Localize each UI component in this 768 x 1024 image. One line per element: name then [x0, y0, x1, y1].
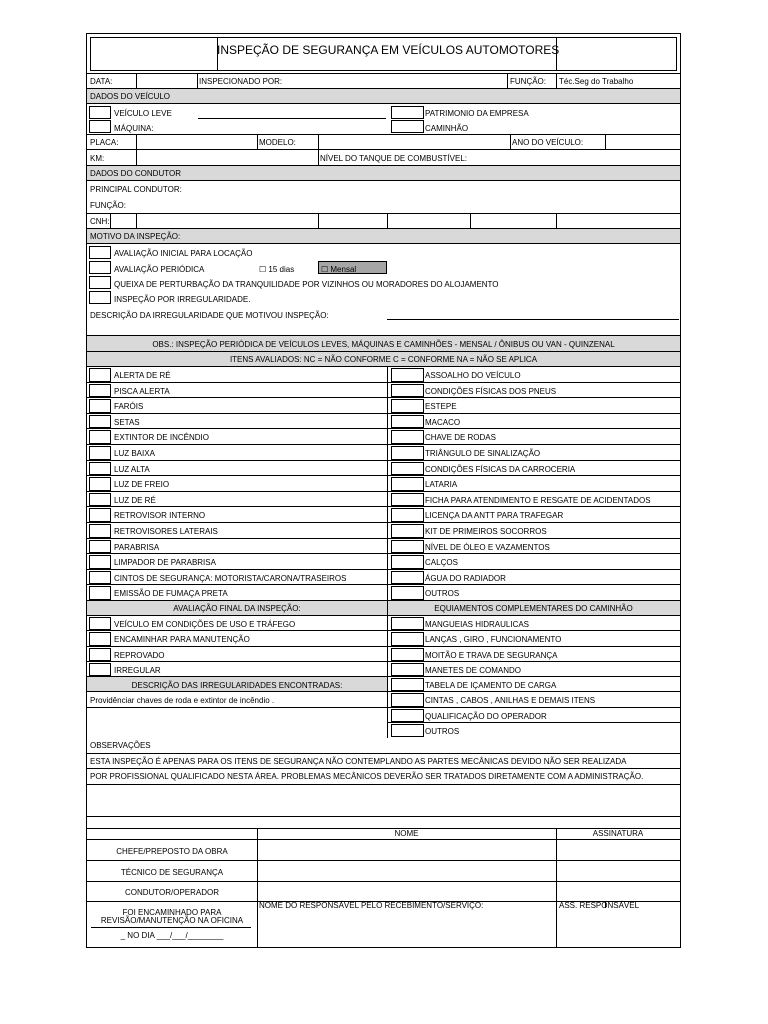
- periodica-checkbox[interactable]: [89, 261, 111, 274]
- item-row: [87, 570, 680, 586]
- avaliacao-item-row: [87, 616, 387, 631]
- equipamento-item-label: MANETES DE COMANDO: [425, 665, 522, 675]
- tecnico-row: [87, 861, 680, 882]
- observacoes-line-2: POR PROFISSIONAL QUALIFICADO NESTA ÁREA. PROBLEMAS MECÂNICOS DEVERÃO SER TRATADOS DIRETAMENTE COM A ADMINISTRAÇÃO.: [90, 772, 644, 781]
- desc-irregularidades-row[interactable]: [87, 692, 387, 707]
- foi-encaminhado-line-2: REVISÃO/MANUTENÇÃO NA OFICINA: [100, 916, 244, 925]
- item-left-label: FARÓIS: [114, 402, 144, 412]
- equipamento-item-row: [387, 708, 680, 723]
- item-right-label: FICHA PARA ATENDIMENTO E RESGATE DE ACIDENTADOS: [425, 495, 651, 505]
- item-right-checkbox[interactable]: [391, 446, 424, 460]
- item-left-checkbox[interactable]: [89, 430, 111, 444]
- placa-row: [87, 135, 680, 150]
- equipamentos-section-title: EQUIAMENTOS COMPLEMENTARES DO CAMINHÃO: [434, 604, 633, 613]
- item-left-label: LUZ DE FREIO: [114, 480, 170, 490]
- itens-banner: [87, 352, 680, 367]
- km-row: [87, 150, 680, 166]
- motivo-options: [87, 244, 680, 336]
- item-right-label: KIT DE PRIMEIROS SOCORROS: [425, 527, 547, 536]
- queixa-checkbox[interactable]: [89, 276, 111, 289]
- equipamento-item-label: QUALIFICAÇÃO DO OPERADOR: [425, 711, 547, 721]
- option-mensal-box[interactable]: [318, 261, 387, 274]
- nome-column-header: NOME: [394, 829, 419, 838]
- irregularidade-checkbox[interactable]: [89, 291, 111, 304]
- desc-irregularidades-header: [87, 677, 387, 692]
- chefe-row: [87, 840, 680, 861]
- irregularidade-label: INSPEÇÃO POR IRREGULARIDADE.: [114, 295, 251, 304]
- periodica-label: AVALIAÇÃO PERIÓDICA: [114, 265, 205, 274]
- descricao-label: DESCRIÇÃO DA IRREGULARIDADE QUE MOTIVOU INSPEÇÃO:: [90, 311, 329, 320]
- item-right-label: CALÇOS: [425, 558, 458, 568]
- foi-encaminhado-date[interactable]: _ NO DIA ___/___/________: [120, 931, 224, 940]
- item-left-checkbox[interactable]: [89, 462, 111, 476]
- equipamento-item-row: [387, 692, 680, 707]
- item-right-checkbox[interactable]: [391, 508, 424, 522]
- item-left-label: CINTOS DE SEGURANÇA: MOTORISTA/CARONA/TRASEIROS: [114, 573, 347, 583]
- desc-irregularidades-title: DESCRIÇÃO DAS IRREGULARIDADES ENCONTRADAS:: [131, 681, 343, 690]
- observacoes-label: OBSERVAÇÕES: [90, 741, 151, 750]
- equipamento-item-row: [387, 616, 680, 631]
- avaliacao-item-row: [87, 662, 387, 677]
- inspecionado-label: INSPECIONADO POR:: [199, 77, 283, 86]
- equipamento-item-label: MOITÃO E TRAVA DE SEGURANÇA: [425, 650, 558, 660]
- item-left-checkbox[interactable]: [89, 571, 111, 585]
- item-left-label: LUZ DE RÉ: [114, 495, 156, 505]
- encaminhado-row: [87, 902, 680, 947]
- item-left-label: EMISSÃO DE FUMAÇA PRETA: [114, 589, 228, 599]
- equipamento-checkbox[interactable]: [391, 617, 424, 630]
- desc-irregularidades-value: Providênciar chaves de roda e extintor de incêndio .: [90, 696, 275, 706]
- placa-label: PLACA:: [90, 138, 119, 147]
- item-right-checkbox[interactable]: [391, 399, 424, 413]
- maquina-label: MÁQUINA:: [114, 124, 154, 133]
- caminhao-checkbox[interactable]: [391, 120, 424, 133]
- option-15-dias[interactable]: ☐ 15 dias: [259, 265, 295, 274]
- observacoes-line-1: ESTA INSPEÇÃO É APENAS PARA OS ITENS DE SEGURANÇA NÃO CONTEMPLANDO AS PARTES MECÂNICAS DEVIDO NÃO SER REALIZADA: [90, 757, 627, 766]
- funcao-value[interactable]: Téc.Seg do Trabalho: [559, 77, 634, 86]
- item-right-checkbox[interactable]: [391, 540, 424, 554]
- equipamento-item-row: [387, 647, 680, 662]
- item-left-checkbox[interactable]: [89, 555, 111, 569]
- queixa-label: QUEIXA DE PERTURBAÇÃO DA TRANQUILIDADE POR VIZINHOS OU MORADORES DO ALOJAMENTO: [114, 280, 499, 289]
- principal-condutor-label: PRINCIPAL CONDUTOR:: [90, 185, 182, 194]
- equipamento-item-row: [387, 662, 680, 677]
- item-right-checkbox[interactable]: [391, 555, 424, 569]
- obs-banner-text: OBS.: INSPEÇÃO PERIÓDICA DE VEÍCULOS LEVES, MÁQUINAS E CAMINHÕES - MENSAL / ÔNIBUS OU VAN - QUINZENAL: [152, 340, 615, 349]
- item-row: [87, 445, 680, 461]
- avaliacao-item-row: [87, 647, 387, 662]
- observacoes-row: [87, 738, 680, 785]
- equipamento-item-row: [387, 677, 680, 692]
- assinatura-header: [87, 829, 680, 840]
- obs-banner: [87, 336, 680, 352]
- avaliacao-checkbox[interactable]: [89, 617, 111, 630]
- avaliacao-checkbox[interactable]: [89, 648, 111, 661]
- item-left-label: PISCA ALERTA: [114, 386, 170, 396]
- option-mensal: ☐ Mensal: [321, 265, 357, 274]
- condutor-section-title: DADOS DO CONDUTOR: [90, 169, 181, 178]
- cnh-label: CNH:: [90, 217, 110, 226]
- item-left-checkbox[interactable]: [89, 415, 111, 429]
- equipamento-checkbox[interactable]: [391, 632, 424, 645]
- item-right-label: LICENÇA DA ANTT PARA TRAFEGAR: [425, 511, 564, 521]
- item-row: [87, 367, 680, 383]
- page-title: INSPEÇÃO DE SEGURANÇA EM VEÍCULOS AUTOMOTORES: [217, 43, 560, 57]
- observacoes-blank-1[interactable]: [87, 785, 680, 801]
- item-left-label: LIMPADOR DE PARABRISA: [114, 558, 216, 568]
- veiculo-type-row: [87, 104, 680, 135]
- assinatura-column-header: ASSINATURA: [592, 829, 644, 838]
- item-right-label: OUTROS: [425, 589, 460, 599]
- item-left-checkbox[interactable]: [89, 586, 111, 600]
- item-right-checkbox[interactable]: [391, 477, 424, 491]
- equipamento-checkbox[interactable]: [391, 693, 424, 706]
- cnh-row: [87, 213, 680, 229]
- item-right-checkbox[interactable]: [391, 524, 424, 538]
- item-left-checkbox[interactable]: [89, 508, 111, 522]
- item-left-checkbox[interactable]: [89, 493, 111, 507]
- avaliacao-item-label: ENCAMINHAR PARA MANUTENÇÃO: [114, 635, 250, 645]
- chefe-label: CHEFE/PREPOSTO DA OBRA: [116, 847, 228, 856]
- inicial-checkbox[interactable]: [89, 246, 111, 259]
- item-right-label: ESTEPE: [425, 402, 457, 412]
- item-right-checkbox[interactable]: [391, 586, 424, 600]
- equipamento-item-row: [387, 723, 680, 738]
- equipamento-item-row: [387, 631, 680, 646]
- item-row: [87, 492, 680, 508]
- item-left-label: PARABRISA: [114, 542, 160, 552]
- equipamento-item-label: TABELA DE IÇAMENTO DE CARGA: [425, 681, 557, 690]
- inicial-label: AVALIAÇÃO INICIAL PARA LOCAÇÃO: [114, 249, 253, 258]
- title-row: [87, 34, 680, 74]
- avaliacao-checkbox[interactable]: [89, 663, 111, 676]
- item-row: [87, 398, 680, 414]
- avaliacao-header-row: [87, 601, 680, 616]
- item-left-checkbox[interactable]: [89, 477, 111, 491]
- data-row: [87, 74, 680, 89]
- item-right-label: CHAVE DE RODAS: [425, 433, 496, 443]
- item-right-label: CONDIÇÕES FÍSICAS DOS PNEUS: [425, 386, 557, 396]
- equipamento-checkbox[interactable]: [391, 678, 424, 691]
- item-row: [87, 523, 680, 539]
- item-row: [87, 554, 680, 570]
- foi-encaminhado-line-1: FOI ENCAMINHADO PARA: [122, 908, 222, 917]
- item-right-label: LATARIA: [425, 480, 458, 490]
- item-right-checkbox[interactable]: [391, 384, 424, 398]
- funcao-label: FUNÇÃO:: [510, 77, 546, 86]
- item-right-label: TRIÂNGULO DE SINALIZAÇÃO: [425, 449, 541, 458]
- responsavel-label: NOME DO RESPONSÁVEL PELO RECEBIMENTO/SERVIÇO:: [259, 901, 484, 910]
- avaliacao-item-row: [87, 631, 387, 646]
- equipamento-checkbox[interactable]: [391, 724, 424, 737]
- equipamento-checkbox[interactable]: [391, 648, 424, 661]
- equipamento-item-label: CINTAS , CABOS , ANILHAS E DEMAIS ITENS: [425, 696, 596, 706]
- item-right-checkbox[interactable]: [391, 571, 424, 585]
- condutor-sign-label: CONDUTOR/OPERADOR: [124, 888, 220, 897]
- condutor-section-header: [87, 166, 680, 181]
- itens-banner-text: ITENS AVALIADOS: NC = NÃO CONFORME C = CONFORME NA = NÃO SE APLICA: [229, 355, 538, 364]
- item-right-label: MACACO: [425, 417, 461, 427]
- veiculo-section-header: [87, 89, 680, 104]
- ass-responsavel-label: ASS. RESPONSÁVEL: [559, 901, 640, 910]
- item-left-label: RETROVISOR INTERNO: [114, 511, 206, 521]
- items-table: [87, 367, 680, 601]
- patrimonio-checkbox[interactable]: [391, 106, 424, 119]
- item-right-label: NÍVEL DE ÓLEO E VAZAMENTOS: [425, 542, 550, 552]
- equipamento-item-label: OUTROS: [425, 726, 460, 736]
- item-row: [87, 414, 680, 430]
- item-right-label: ASSOALHO DO VEÍCULO: [425, 371, 521, 380]
- item-row: [87, 539, 680, 555]
- item-left-label: LUZ ALTA: [114, 464, 150, 474]
- avaliacao-item-label: VEÍCULO EM CONDIÇÕES DE USO E TRÁFEGO: [114, 620, 296, 629]
- item-row: [87, 507, 680, 523]
- equipamento-checkbox[interactable]: [391, 663, 424, 676]
- motivo-section-header: [87, 229, 680, 244]
- item-right-checkbox[interactable]: [391, 493, 424, 507]
- item-right-label: ÁGUA DO RADIADOR: [425, 573, 506, 583]
- item-left-label: RETROVISORES LATERAIS: [114, 527, 218, 536]
- patrimonio-label: PATRIMONIO DA EMPRESA: [425, 109, 529, 118]
- avaliacao-item-label: REPROVADO: [114, 650, 165, 660]
- inspection-form: [86, 33, 681, 948]
- modelo-label: MODELO:: [259, 138, 296, 147]
- data-label: DATA:: [90, 77, 113, 86]
- item-left-checkbox[interactable]: [89, 446, 111, 460]
- item-right-checkbox[interactable]: [391, 462, 424, 476]
- item-left-checkbox[interactable]: [89, 384, 111, 398]
- item-row: [87, 429, 680, 445]
- item-left-label: LUZ BAIXA: [114, 449, 155, 458]
- item-right-checkbox[interactable]: [391, 430, 424, 444]
- avaliacao-checkbox[interactable]: [89, 632, 111, 645]
- item-left-checkbox[interactable]: [89, 368, 111, 382]
- item-row: [87, 461, 680, 477]
- equipamento-item-label: MANGUEIAS HIDRAULICAS: [425, 620, 530, 629]
- tanque-label: NÍVEL DO TANQUE DE COMBUSTÍVEL:: [320, 154, 467, 163]
- equipamento-item-label: LANÇAS , GIRO , FUNCIONAMENTO: [425, 635, 562, 645]
- item-row: [87, 585, 680, 601]
- caminhao-label: CAMINHÃO: [425, 124, 469, 133]
- condutor-funcao-label: FUNÇÃO:: [90, 201, 126, 210]
- motivo-section-title: MOTIVO DA INSPEÇÃO:: [90, 232, 181, 241]
- principal-condutor-row: [87, 181, 680, 213]
- item-row: [87, 383, 680, 399]
- km-label: KM:: [90, 154, 105, 163]
- avaliacao-section-title: AVALIAÇÃO FINAL DA INSPEÇÃO:: [173, 604, 301, 613]
- item-left-checkbox[interactable]: [89, 399, 111, 413]
- item-left-label: SETAS: [114, 417, 140, 427]
- item-right-checkbox[interactable]: [391, 415, 424, 429]
- avaliacao-item-label: IRREGULAR: [114, 665, 161, 675]
- avaliacao-body: [87, 616, 680, 738]
- item-right-checkbox[interactable]: [391, 368, 424, 382]
- item-left-label: ALERTA DE RÉ: [114, 371, 171, 380]
- item-left-checkbox[interactable]: [89, 540, 111, 554]
- item-row: [87, 476, 680, 492]
- equipamento-checkbox[interactable]: [391, 709, 424, 722]
- observacoes-blank-2[interactable]: [87, 801, 680, 817]
- item-left-label: EXTINTOR DE INCÊNDIO: [114, 433, 209, 443]
- veiculo-leve-checkbox[interactable]: [89, 106, 111, 119]
- maquina-checkbox[interactable]: [89, 120, 111, 133]
- veiculo-section-title: DADOS DO VEÍCULO: [90, 92, 171, 101]
- tecnico-label: TÉCNICO DE SEGURANÇA: [120, 868, 224, 877]
- item-right-label: CONDIÇÕES FÍSICAS DA CARROCERIA: [425, 464, 576, 474]
- veiculo-leve-label: VEÍCULO LEVE: [114, 109, 172, 118]
- ano-label: ANO DO VEÍCULO:: [512, 138, 584, 147]
- item-left-checkbox[interactable]: [89, 524, 111, 538]
